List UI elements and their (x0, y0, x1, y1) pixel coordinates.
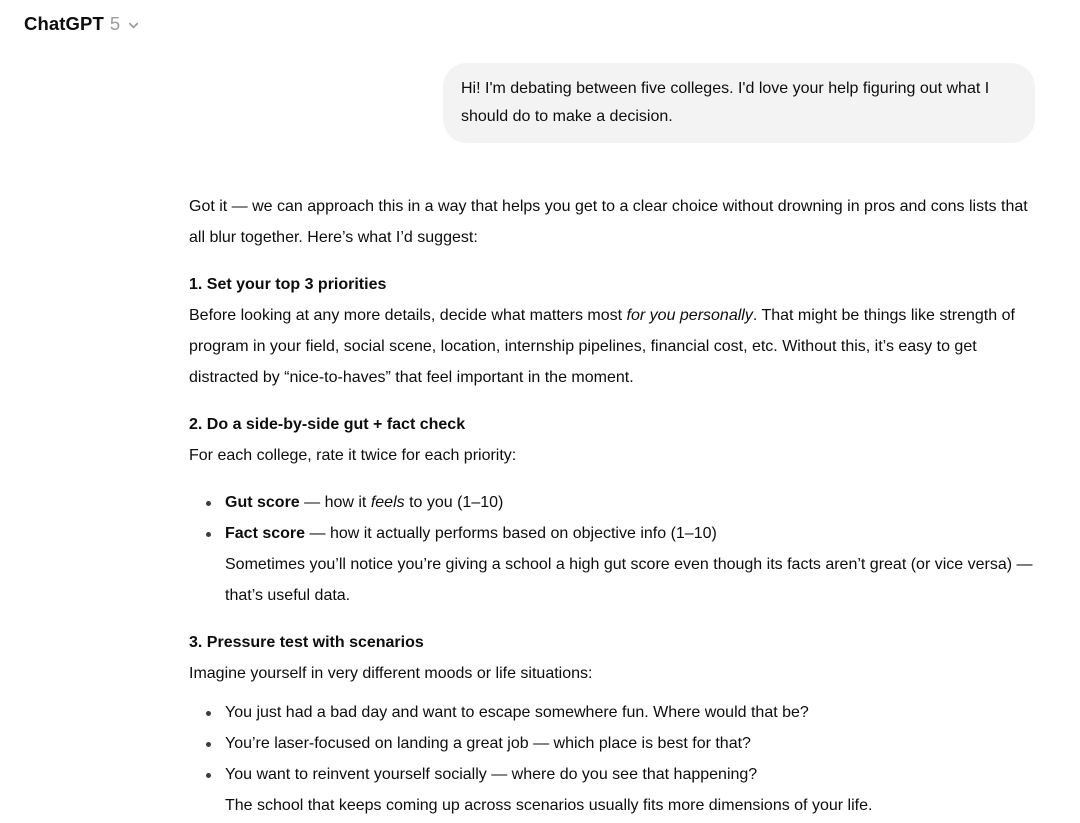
chevron-down-icon (126, 18, 141, 33)
bullet-note: Sometimes you’ll notice you’re giving a school a high gut score even though its facts aren’t great (or vice versa) — that’s useful data. (225, 556, 1033, 604)
bullet-term: Gut score (225, 494, 300, 511)
list-item (189, 759, 1035, 821)
assistant-intro: Got it — we can approach this in a way that helps you get to a clear choice without drowning in pros and cons lists that all blur together. Here’s what I’d suggest: (189, 198, 1028, 246)
bullet-text: You just had a bad day and want to escape somewhere fun. Where would that be? (225, 704, 809, 721)
list-item (189, 518, 1035, 611)
bullet-text: You want to reinvent yourself socially — where do you see that happening? (225, 766, 758, 783)
conversation (189, 63, 1035, 821)
section-1-body-pre: Before looking at any more details, decide what matters most (189, 307, 627, 324)
scenario-bullet-list (189, 697, 1035, 821)
bullet-text: — how it (299, 494, 371, 511)
bullet-italic: feels (370, 494, 405, 511)
section-2-heading: 2. Do a side-by-side gut + fact check (189, 416, 466, 433)
section-1-body (189, 300, 1035, 393)
list-item (189, 728, 1035, 759)
app-name: ChatGPT (24, 13, 104, 34)
section-3-lead: Imagine yourself in very different moods or life situations: (189, 665, 593, 682)
bullet-note: The school that keeps coming up across scenarios usually fits more dimensions of your life. (225, 797, 873, 814)
section-1-heading: 1. Set your top 3 priorities (189, 276, 387, 293)
bullet-term: Fact score (225, 525, 306, 542)
score-bullet-list (189, 487, 1035, 611)
list-item (189, 487, 1035, 518)
bullet-text: You’re laser-focused on landing a great job — which place is best for that? (225, 735, 751, 752)
bullet-text: to you (1–10) (404, 494, 504, 511)
section-1-body-post: . That might be things like strength of program in your field, social scene, location, internship pipelines, financial cost, etc. Without this, it’s easy to get distracted by “nice-to-haves” that feel important in the moment. (189, 307, 1015, 386)
section-1-body-italic: for you personally (626, 307, 753, 324)
top-bar (0, 0, 1080, 38)
model-selector[interactable] (20, 11, 145, 37)
user-message-row (189, 63, 1035, 143)
section-3-heading: 3. Pressure test with scenarios (189, 634, 424, 651)
user-message-text: Hi! I'm debating between five colleges. I'd love your help figuring out what I should do to make a decision. (461, 80, 990, 125)
list-item (189, 697, 1035, 728)
model-version-label: 5 (109, 13, 121, 34)
assistant-message (189, 191, 1035, 821)
user-message-bubble (443, 63, 1035, 143)
section-2-lead: For each college, rate it twice for each priority: (189, 447, 517, 464)
bullet-text: — how it actually performs based on objective info (1–10) (305, 525, 717, 542)
